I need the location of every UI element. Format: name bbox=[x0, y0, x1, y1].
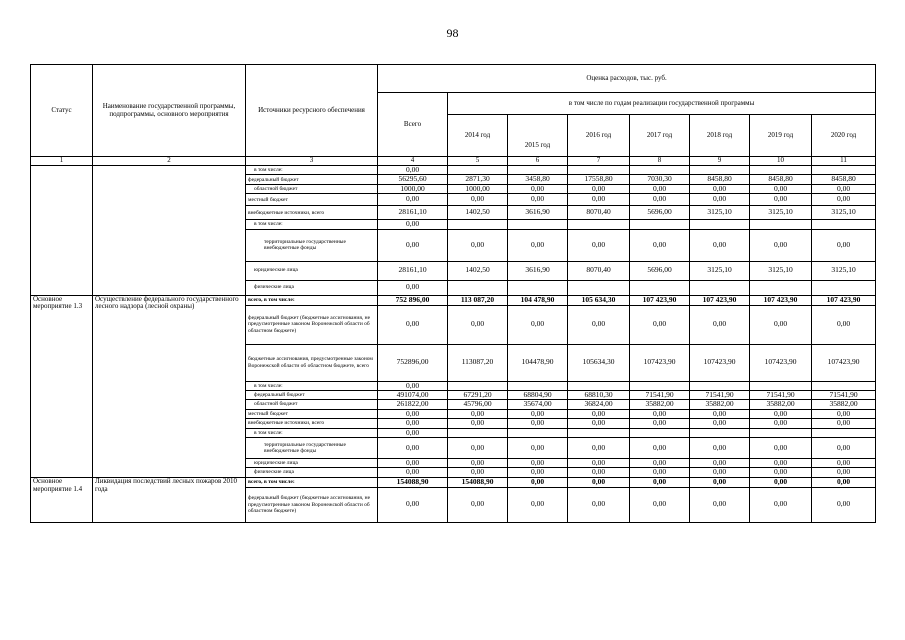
year-value-cell: 0,00 bbox=[508, 437, 568, 458]
year-value-cell: 0,00 bbox=[630, 458, 690, 467]
header-sources: Источники ресурсного обеспечения bbox=[246, 65, 378, 157]
year-value-cell: 3125,10 bbox=[690, 206, 750, 220]
year-value-cell: 0,00 bbox=[812, 477, 876, 487]
year-value-cell: 3125,10 bbox=[812, 261, 876, 280]
total-cell: 0,00 bbox=[378, 487, 448, 522]
year-value-cell: 113 087,20 bbox=[448, 295, 508, 305]
year-value-cell: 0,00 bbox=[812, 419, 876, 428]
year-value-cell: 0,00 bbox=[448, 458, 508, 467]
year-value-cell: 0,00 bbox=[630, 194, 690, 206]
year-value-cell: 0,00 bbox=[568, 468, 630, 477]
year-value-cell bbox=[568, 280, 630, 295]
year-value-cell: 0,00 bbox=[568, 437, 630, 458]
year-value-cell: 0,00 bbox=[812, 194, 876, 206]
year-value-cell: 0,00 bbox=[750, 419, 812, 428]
year-value-cell: 35882,00 bbox=[690, 400, 750, 409]
year-value-cell: 0,00 bbox=[750, 437, 812, 458]
year-value-cell: 36824,00 bbox=[568, 400, 630, 409]
year-value-cell: 1000,00 bbox=[448, 184, 508, 193]
year-value-cell: 5696,00 bbox=[630, 206, 690, 220]
year-value-cell: 0,00 bbox=[750, 477, 812, 487]
total-cell: 0,00 bbox=[378, 280, 448, 295]
year-value-cell: 0,00 bbox=[690, 468, 750, 477]
year-value-cell: 3125,10 bbox=[690, 261, 750, 280]
column-index-row bbox=[31, 157, 876, 166]
year-value-cell bbox=[750, 166, 812, 175]
source-cell: в том числе: bbox=[246, 220, 378, 229]
year-value-cell bbox=[812, 381, 876, 390]
header-cost-estimate: Оценка расходов, тыс. руб. bbox=[378, 65, 876, 93]
total-cell: 0,00 bbox=[378, 194, 448, 206]
source-cell: федеральный бюджет bbox=[246, 390, 378, 399]
year-value-cell: 0,00 bbox=[508, 305, 568, 344]
total-cell: 56295,60 bbox=[378, 175, 448, 184]
status-cell bbox=[31, 166, 93, 296]
total-cell: 0,00 bbox=[378, 419, 448, 428]
year-value-cell: 0,00 bbox=[630, 437, 690, 458]
year-value-cell: 71541,90 bbox=[750, 390, 812, 399]
year-value-cell: 113087,20 bbox=[448, 344, 508, 381]
column-index: 6 bbox=[508, 157, 568, 166]
year-value-cell: 0,00 bbox=[812, 305, 876, 344]
year-value-cell: 35674,00 bbox=[508, 400, 568, 409]
year-value-cell: 0,00 bbox=[448, 487, 508, 522]
year-value-cell: 68810,30 bbox=[568, 390, 630, 399]
year-value-cell bbox=[690, 280, 750, 295]
total-cell: 0,00 bbox=[378, 468, 448, 477]
year-value-cell: 35882,00 bbox=[630, 400, 690, 409]
source-cell: физические лица bbox=[246, 280, 378, 295]
year-value-cell: 105634,30 bbox=[568, 344, 630, 381]
year-value-cell: 0,00 bbox=[812, 468, 876, 477]
year-value-cell: 107423,90 bbox=[690, 344, 750, 381]
year-value-cell bbox=[750, 381, 812, 390]
year-value-cell: 105 634,30 bbox=[568, 295, 630, 305]
total-cell: 491074,00 bbox=[378, 390, 448, 399]
year-value-cell: 104478,90 bbox=[508, 344, 568, 381]
year-value-cell: 3458,80 bbox=[508, 175, 568, 184]
table-row bbox=[31, 166, 876, 175]
year-value-cell: 0,00 bbox=[690, 487, 750, 522]
year-value-cell: 71541,90 bbox=[690, 390, 750, 399]
year-value-cell bbox=[508, 166, 568, 175]
year-value-cell: 0,00 bbox=[812, 487, 876, 522]
header-program-name: Наименование государственной программы, подпрограммы, основного мероприятия bbox=[93, 65, 246, 157]
total-cell: 0,00 bbox=[378, 458, 448, 467]
header-year: 2016 год bbox=[568, 115, 630, 157]
year-value-cell: 0,00 bbox=[630, 184, 690, 193]
total-cell: 0,00 bbox=[378, 381, 448, 390]
total-cell: 0,00 bbox=[378, 409, 448, 418]
total-cell: 0,00 bbox=[378, 229, 448, 261]
year-value-cell bbox=[750, 220, 812, 229]
year-value-cell: 0,00 bbox=[508, 487, 568, 522]
source-cell: бюджетные ассигнования, предусмотренные законом Воронежской области об областном бюджете, всего bbox=[246, 344, 378, 381]
year-value-cell bbox=[448, 381, 508, 390]
year-value-cell: 8458,80 bbox=[812, 175, 876, 184]
column-index: 8 bbox=[630, 157, 690, 166]
year-value-cell: 8458,80 bbox=[690, 175, 750, 184]
total-cell: 1000,00 bbox=[378, 184, 448, 193]
year-value-cell: 7030,30 bbox=[630, 175, 690, 184]
year-value-cell: 0,00 bbox=[508, 477, 568, 487]
year-value-cell: 0,00 bbox=[630, 305, 690, 344]
source-cell: всего, в том числе: bbox=[246, 295, 378, 305]
total-cell: 0,00 bbox=[378, 428, 448, 437]
year-value-cell bbox=[448, 166, 508, 175]
year-value-cell: 35882,00 bbox=[812, 400, 876, 409]
year-value-cell: 3125,10 bbox=[812, 206, 876, 220]
year-value-cell: 71541,90 bbox=[812, 390, 876, 399]
year-value-cell: 3125,10 bbox=[750, 206, 812, 220]
total-cell: 752 896,00 bbox=[378, 295, 448, 305]
program-name-cell: Ликвидация последствий лесных пожаров 2010 года bbox=[93, 477, 246, 522]
year-value-cell: 0,00 bbox=[448, 229, 508, 261]
source-cell: в том числе: bbox=[246, 428, 378, 437]
source-cell: местный бюджет bbox=[246, 194, 378, 206]
year-value-cell bbox=[448, 428, 508, 437]
year-value-cell: 3616,90 bbox=[508, 206, 568, 220]
column-index: 5 bbox=[448, 157, 508, 166]
year-value-cell: 107423,90 bbox=[812, 344, 876, 381]
year-value-cell: 67291,20 bbox=[448, 390, 508, 399]
year-value-cell: 0,00 bbox=[690, 184, 750, 193]
year-value-cell: 0,00 bbox=[568, 305, 630, 344]
year-value-cell: 0,00 bbox=[750, 194, 812, 206]
program-name-cell bbox=[93, 166, 246, 296]
year-value-cell: 0,00 bbox=[448, 437, 508, 458]
source-cell: территориальные государственные внебюджетные фонды bbox=[246, 229, 378, 261]
table-row bbox=[31, 295, 876, 305]
year-value-cell: 1402,50 bbox=[448, 206, 508, 220]
year-value-cell bbox=[630, 280, 690, 295]
year-value-cell: 0,00 bbox=[630, 229, 690, 261]
year-value-cell: 0,00 bbox=[448, 419, 508, 428]
program-name-cell: Осуществление федерального государственного лесного надзора (лесной охраны) bbox=[93, 295, 246, 477]
year-value-cell: 0,00 bbox=[812, 409, 876, 418]
source-cell: областной бюджет bbox=[246, 400, 378, 409]
year-value-cell bbox=[630, 220, 690, 229]
source-cell: в том числе: bbox=[246, 166, 378, 175]
source-cell: областной бюджет bbox=[246, 184, 378, 193]
year-value-cell bbox=[690, 428, 750, 437]
year-value-cell: 0,00 bbox=[812, 437, 876, 458]
year-value-cell: 0,00 bbox=[690, 194, 750, 206]
year-value-cell bbox=[750, 428, 812, 437]
year-value-cell: 0,00 bbox=[750, 305, 812, 344]
total-cell: 28161,10 bbox=[378, 261, 448, 280]
table-body bbox=[31, 157, 876, 523]
header-by-years: в том числе по годам реализации государственной программы bbox=[448, 93, 876, 115]
total-cell: 261822,00 bbox=[378, 400, 448, 409]
year-value-cell: 0,00 bbox=[568, 409, 630, 418]
year-value-cell: 0,00 bbox=[750, 487, 812, 522]
year-value-cell: 0,00 bbox=[690, 437, 750, 458]
column-index: 1 bbox=[31, 157, 93, 166]
table-row bbox=[31, 477, 876, 487]
year-value-cell bbox=[630, 166, 690, 175]
year-value-cell bbox=[508, 428, 568, 437]
year-value-cell bbox=[508, 280, 568, 295]
source-cell: юридические лица bbox=[246, 458, 378, 467]
year-value-cell: 0,00 bbox=[750, 184, 812, 193]
status-cell: Основное мероприятие 1.4 bbox=[31, 477, 93, 522]
year-value-cell bbox=[690, 166, 750, 175]
year-value-cell bbox=[568, 166, 630, 175]
source-cell: физические лица bbox=[246, 468, 378, 477]
year-value-cell: 45796,00 bbox=[448, 400, 508, 409]
year-value-cell: 0,00 bbox=[448, 468, 508, 477]
year-value-cell: 0,00 bbox=[508, 194, 568, 206]
year-value-cell bbox=[630, 428, 690, 437]
year-value-cell: 0,00 bbox=[690, 419, 750, 428]
year-value-cell bbox=[630, 381, 690, 390]
year-value-cell: 8070,40 bbox=[568, 206, 630, 220]
year-value-cell: 0,00 bbox=[630, 409, 690, 418]
header-year: 2019 год bbox=[750, 115, 812, 157]
year-value-cell: 3125,10 bbox=[750, 261, 812, 280]
year-value-cell: 0,00 bbox=[568, 458, 630, 467]
year-value-cell: 0,00 bbox=[812, 184, 876, 193]
year-value-cell: 8458,80 bbox=[750, 175, 812, 184]
year-value-cell bbox=[812, 280, 876, 295]
expense-table bbox=[30, 64, 876, 523]
total-cell: 0,00 bbox=[378, 437, 448, 458]
year-value-cell bbox=[690, 381, 750, 390]
year-value-cell: 107423,90 bbox=[750, 344, 812, 381]
year-value-cell: 0,00 bbox=[812, 458, 876, 467]
year-value-cell: 0,00 bbox=[568, 419, 630, 428]
header-year: 2017 год bbox=[630, 115, 690, 157]
source-cell: территориальные государственные внебюджетные фонды bbox=[246, 437, 378, 458]
year-value-cell bbox=[812, 166, 876, 175]
source-cell: федеральный бюджет (бюджетные ассигнования, не предусмотренные законом Воронежской области об областном бюджете) bbox=[246, 487, 378, 522]
year-value-cell: 0,00 bbox=[750, 409, 812, 418]
year-value-cell bbox=[812, 220, 876, 229]
year-value-cell: 104 478,90 bbox=[508, 295, 568, 305]
header-year: 2015 год bbox=[508, 115, 568, 157]
year-value-cell: 8070,40 bbox=[568, 261, 630, 280]
year-value-cell: 0,00 bbox=[448, 194, 508, 206]
source-cell: местный бюджет bbox=[246, 409, 378, 418]
year-value-cell: 0,00 bbox=[690, 305, 750, 344]
year-value-cell bbox=[448, 220, 508, 229]
year-value-cell: 0,00 bbox=[568, 194, 630, 206]
column-index: 10 bbox=[750, 157, 812, 166]
year-value-cell: 0,00 bbox=[630, 419, 690, 428]
year-value-cell bbox=[568, 220, 630, 229]
year-value-cell: 0,00 bbox=[568, 477, 630, 487]
year-value-cell: 0,00 bbox=[630, 468, 690, 477]
year-value-cell: 0,00 bbox=[690, 229, 750, 261]
year-value-cell: 0,00 bbox=[568, 184, 630, 193]
year-value-cell: 0,00 bbox=[750, 468, 812, 477]
year-value-cell: 5696,00 bbox=[630, 261, 690, 280]
year-value-cell: 3616,90 bbox=[508, 261, 568, 280]
header-year: 2020 год bbox=[812, 115, 876, 157]
header-year: 2018 год bbox=[690, 115, 750, 157]
year-value-cell bbox=[568, 428, 630, 437]
year-value-cell: 0,00 bbox=[630, 477, 690, 487]
source-cell: в том числе: bbox=[246, 381, 378, 390]
year-value-cell: 107 423,90 bbox=[630, 295, 690, 305]
total-cell: 0,00 bbox=[378, 166, 448, 175]
year-value-cell bbox=[750, 280, 812, 295]
year-value-cell: 0,00 bbox=[448, 409, 508, 418]
header-status: Статус bbox=[31, 65, 93, 157]
total-cell: 154088,90 bbox=[378, 477, 448, 487]
year-value-cell: 0,00 bbox=[568, 229, 630, 261]
year-value-cell: 68804,90 bbox=[508, 390, 568, 399]
year-value-cell: 0,00 bbox=[568, 487, 630, 522]
year-value-cell bbox=[508, 220, 568, 229]
column-index: 2 bbox=[93, 157, 246, 166]
year-value-cell bbox=[568, 381, 630, 390]
year-value-cell: 0,00 bbox=[690, 477, 750, 487]
year-value-cell: 0,00 bbox=[508, 458, 568, 467]
total-cell: 752896,00 bbox=[378, 344, 448, 381]
header-total: Всего bbox=[378, 93, 448, 157]
year-value-cell bbox=[508, 381, 568, 390]
year-value-cell: 2871,30 bbox=[448, 175, 508, 184]
year-value-cell: 0,00 bbox=[812, 229, 876, 261]
year-value-cell: 35882,00 bbox=[750, 400, 812, 409]
year-value-cell: 0,00 bbox=[750, 458, 812, 467]
column-index: 4 bbox=[378, 157, 448, 166]
column-index: 11 bbox=[812, 157, 876, 166]
year-value-cell: 107 423,90 bbox=[812, 295, 876, 305]
year-value-cell: 71541,90 bbox=[630, 390, 690, 399]
year-value-cell: 0,00 bbox=[508, 229, 568, 261]
column-index: 9 bbox=[690, 157, 750, 166]
year-value-cell: 0,00 bbox=[508, 184, 568, 193]
year-value-cell: 0,00 bbox=[750, 229, 812, 261]
year-value-cell: 107 423,90 bbox=[690, 295, 750, 305]
status-cell: Основное мероприятие 1.3 bbox=[31, 295, 93, 477]
source-cell: внебюджетные источники, всего bbox=[246, 419, 378, 428]
year-value-cell: 17558,80 bbox=[568, 175, 630, 184]
year-value-cell bbox=[690, 220, 750, 229]
year-value-cell: 0,00 bbox=[690, 458, 750, 467]
source-cell: федеральный бюджет bbox=[246, 175, 378, 184]
year-value-cell: 1402,50 bbox=[448, 261, 508, 280]
page-number: 98 bbox=[446, 26, 459, 40]
header-year: 2014 год bbox=[448, 115, 508, 157]
column-index: 3 bbox=[246, 157, 378, 166]
total-cell: 0,00 bbox=[378, 305, 448, 344]
source-cell: федеральный бюджет (бюджетные ассигнования, не предусмотренные законом Воронежской области об областном бюджете) bbox=[246, 305, 378, 344]
year-value-cell: 0,00 bbox=[690, 409, 750, 418]
year-value-cell: 0,00 bbox=[508, 468, 568, 477]
year-value-cell: 0,00 bbox=[448, 305, 508, 344]
total-cell: 28161,10 bbox=[378, 206, 448, 220]
year-value-cell: 107423,90 bbox=[630, 344, 690, 381]
year-value-cell bbox=[448, 280, 508, 295]
year-value-cell: 154088,90 bbox=[448, 477, 508, 487]
table-header bbox=[31, 65, 876, 157]
column-index: 7 bbox=[568, 157, 630, 166]
year-value-cell: 0,00 bbox=[508, 409, 568, 418]
total-cell: 0,00 bbox=[378, 220, 448, 229]
year-value-cell: 0,00 bbox=[630, 487, 690, 522]
source-cell: всего, в том числе: bbox=[246, 477, 378, 487]
source-cell: юридические лица bbox=[246, 261, 378, 280]
year-value-cell bbox=[812, 428, 876, 437]
year-value-cell: 107 423,90 bbox=[750, 295, 812, 305]
year-value-cell: 0,00 bbox=[508, 419, 568, 428]
source-cell: внебюджетные источники, всего bbox=[246, 206, 378, 220]
